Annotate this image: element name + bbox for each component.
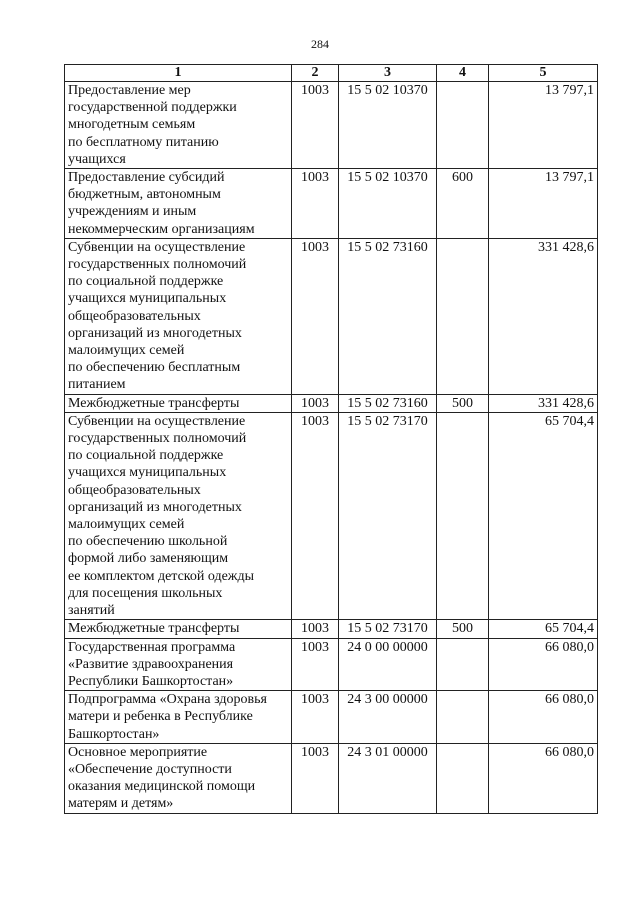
row-expense-type	[437, 412, 489, 619]
page-number: 284	[311, 37, 329, 51]
row-amount: 66 080,0	[489, 638, 598, 691]
row-expense-type: 600	[437, 169, 489, 239]
row-target-article: 15 5 02 73170	[339, 620, 437, 638]
row-target-article: 24 3 01 00000	[339, 743, 437, 813]
row-amount: 65 704,4	[489, 412, 598, 619]
row-target-article: 15 5 02 10370	[339, 169, 437, 239]
row-name: Основное мероприятие «Обеспечение доступности оказания медицинской помощи матерям и детям»	[65, 743, 292, 813]
column-header: 2	[292, 65, 339, 82]
table-row	[65, 169, 598, 239]
row-target-article: 15 5 02 10370	[339, 82, 437, 169]
table-row	[65, 394, 598, 412]
row-section: 1003	[292, 620, 339, 638]
row-name: Подпрограмма «Охрана здоровья матери и ребенка в Республике Башкортостан»	[65, 691, 292, 744]
row-section: 1003	[292, 169, 339, 239]
row-amount: 66 080,0	[489, 743, 598, 813]
table-header-row	[65, 65, 598, 82]
row-name: Государственная программа «Развитие здравоохранения Республики Башкортостан»	[65, 638, 292, 691]
row-name: Предоставление субсидий бюджетным, автономным учреждениям и иным некоммерческим организациям	[65, 169, 292, 239]
column-header: 4	[437, 65, 489, 82]
row-amount: 66 080,0	[489, 691, 598, 744]
table-row	[65, 238, 598, 394]
row-name: Субвенции на осуществление государственных полномочий по социальной поддержке учащихся муниципальных общеобразовательных организаций из многодетных малоимущих семей по обеспечению школьной формой либо заменяющим ее комплектом детской одежды для посещения школьных занятий	[65, 412, 292, 619]
row-expense-type: 500	[437, 394, 489, 412]
row-section: 1003	[292, 743, 339, 813]
row-section: 1003	[292, 691, 339, 744]
row-target-article: 15 5 02 73170	[339, 412, 437, 619]
row-expense-type	[437, 743, 489, 813]
column-header: 5	[489, 65, 598, 82]
row-amount: 65 704,4	[489, 620, 598, 638]
row-expense-type	[437, 691, 489, 744]
row-section: 1003	[292, 82, 339, 169]
row-name: Межбюджетные трансферты	[65, 394, 292, 412]
budget-table	[64, 64, 598, 814]
row-section: 1003	[292, 238, 339, 394]
column-header: 1	[65, 65, 292, 82]
row-amount: 13 797,1	[489, 82, 598, 169]
row-target-article: 24 0 00 00000	[339, 638, 437, 691]
row-expense-type: 500	[437, 620, 489, 638]
table-row	[65, 691, 598, 744]
row-amount: 13 797,1	[489, 169, 598, 239]
row-amount: 331 428,6	[489, 238, 598, 394]
row-section: 1003	[292, 638, 339, 691]
column-header: 3	[339, 65, 437, 82]
row-section: 1003	[292, 394, 339, 412]
row-name: Предоставление мер государственной поддержки многодетным семьям по бесплатному питанию учащихся	[65, 82, 292, 169]
table-row	[65, 82, 598, 169]
row-section: 1003	[292, 412, 339, 619]
row-amount: 331 428,6	[489, 394, 598, 412]
table-row	[65, 638, 598, 691]
row-expense-type	[437, 82, 489, 169]
row-target-article: 15 5 02 73160	[339, 394, 437, 412]
table-row	[65, 412, 598, 619]
table-row	[65, 743, 598, 813]
row-name: Субвенции на осуществление государственных полномочий по социальной поддержке учащихся муниципальных общеобразовательных организаций из многодетных малоимущих семей по обеспечению бесплатным питанием	[65, 238, 292, 394]
table-row	[65, 620, 598, 638]
row-expense-type	[437, 638, 489, 691]
row-expense-type	[437, 238, 489, 394]
row-target-article: 24 3 00 00000	[339, 691, 437, 744]
row-target-article: 15 5 02 73160	[339, 238, 437, 394]
row-name: Межбюджетные трансферты	[65, 620, 292, 638]
